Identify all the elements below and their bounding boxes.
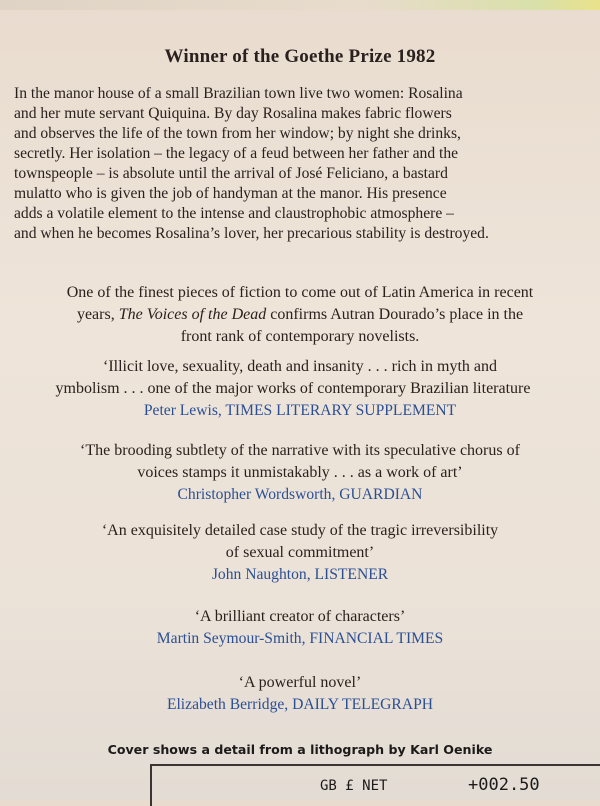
prize-heading: Winner of the Goethe Prize 1982 [164,46,436,67]
quote-source: Elizabeth Berridge, DAILY TELEGRAPH [166,696,434,713]
synopsis-line: and observes the life of the town from her window; by night she drinks, [14,125,461,142]
price-value: +002.50 [468,775,540,795]
book-title: The Voices of the Dead [118,306,267,323]
quote-text-line: ‘A brilliant creator of characters’ [194,608,406,625]
synopsis-line: In the manor house of a small Brazilian town live two women: Rosalina [14,85,463,102]
review-quote-5 [0,672,600,716]
quote-text-line: ‘The brooding subtlety of the narrative with its speculative chorus of [80,442,520,459]
praise-line-3: front rank of contemporary novelists. [180,328,420,345]
review-quote-1 [0,356,600,422]
quote-source: Peter Lewis, TIMES LITERARY SUPPLEMENT [143,402,457,419]
praise-line-2-start: years, [76,306,119,323]
praise-line-2 [0,304,600,326]
synopsis-paragraph [14,84,594,244]
review-quote-2 [0,440,600,506]
synopsis-line: and when he becomes Rosalina’s lover, her precarious stability is destroyed. [14,225,489,242]
praise-line-1: One of the finest pieces of fiction to come out of Latin America in recent [66,284,534,301]
synopsis-line: and her mute servant Quiquina. By day Rosalina makes fabric flowers [14,105,452,122]
synopsis-line: townspeople – is absolute until the arrival of José Feliciano, a bastard [14,165,448,182]
quote-source: Martin Seymour-Smith, FINANCIAL TIMES [156,630,444,647]
quote-text-line: ‘A powerful novel’ [238,674,362,691]
quote-text-line: ymbolism . . . one of the major works of contemporary Brazilian literature [55,380,531,397]
quote-source: John Naughton, LISTENER [211,566,389,583]
synopsis-line: mulatto who is given the job of handyman at the manor. His presence [14,185,447,202]
quote-text-line: of sexual commitment’ [225,544,375,561]
quote-text-line: voices stamps it unmistakably . . . as a work of art’ [137,464,463,481]
page-top-edge [0,0,600,10]
synopsis-line: adds a volatile element to the intense and claustrophobic atmosphere – [14,205,454,222]
quote-text-line: ‘An exquisitely detailed case study of the tragic irreversibility [101,522,499,539]
quote-source: Christopher Wordsworth, GUARDIAN [177,486,423,503]
synopsis-line: secretly. Her isolation – the legacy of a feud between her father and the [14,145,459,162]
review-quote-4 [0,606,600,650]
praise-line-2-end: confirms Autran Dourado’s place in the [266,306,524,323]
review-quote-3 [0,520,600,586]
praise-paragraph [0,282,600,348]
price-label: GB £ NET [320,778,388,794]
quote-text-line: ‘Illicit love, sexuality, death and insanity . . . rich in myth and [103,358,497,375]
cover-credit: Cover shows a detail from a lithograph by Karl Oenike [107,742,493,757]
